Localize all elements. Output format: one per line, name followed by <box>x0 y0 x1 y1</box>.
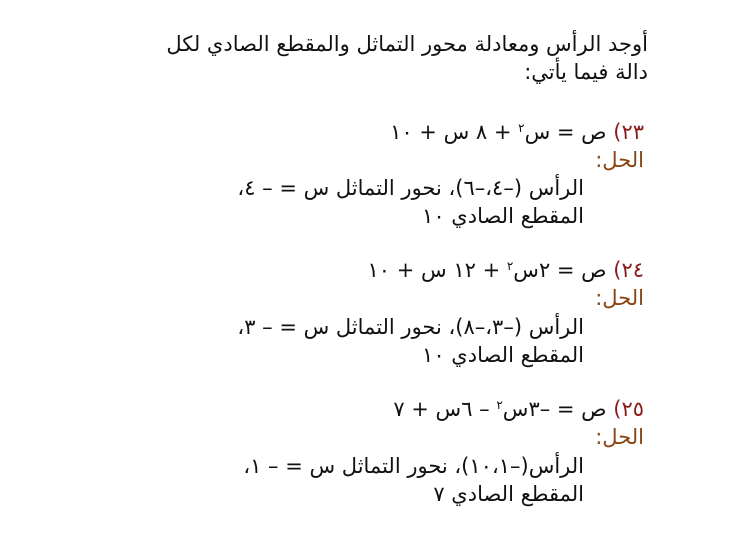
equation-lhs: ص = ٢س <box>513 258 614 282</box>
problem-25-equation <box>393 395 644 423</box>
equation-lhs: ص = –٣س <box>502 397 614 421</box>
problem-number: ٢٥) <box>613 397 644 421</box>
equation-rhs: + ٨ س + ١٠ <box>390 120 519 144</box>
problem-24-equation <box>368 256 645 284</box>
problem-number: ٢٤) <box>613 258 644 282</box>
equation-rhs: – ٦س + ٧ <box>393 397 497 421</box>
instructions-line-1: أوجد الرأس ومعادلة محور التماثل والمقطع الصادي لكل <box>166 32 648 56</box>
solution-label: الحل: <box>595 425 644 449</box>
problem-23-answer-line-1: الرأس (–٤،–٦)، نحور التماثل س = – ٤، <box>237 176 584 200</box>
equation-exponent: ٢ <box>496 398 503 412</box>
equation-exponent: ٢ <box>506 259 514 273</box>
equation-exponent: ٢ <box>518 121 525 135</box>
problem-number: ٢٣) <box>613 120 644 144</box>
problem-25-answer-line-2: المقطع الصادي ٧ <box>433 482 584 506</box>
problem-23-answer-line-2: المقطع الصادي ١٠ <box>422 204 584 228</box>
equation-lhs: ص = س <box>524 120 614 144</box>
problem-25-answer-line-1: الرأس(–١٠،١)، نحور التماثل س = – ١، <box>243 454 584 478</box>
problem-23-equation <box>390 118 644 146</box>
solution-label: الحل: <box>595 148 644 172</box>
solution-label: الحل: <box>595 286 644 310</box>
instructions-line-2: دالة فيما يأتي: <box>524 60 648 84</box>
equation-rhs: + ١٢ س + ١٠ <box>367 258 507 282</box>
problem-24-answer-line-2: المقطع الصادي ١٠ <box>422 343 584 367</box>
problem-24-answer-line-1: الرأس (–٣،–٨)، نحور التماثل س = – ٣، <box>237 315 584 339</box>
